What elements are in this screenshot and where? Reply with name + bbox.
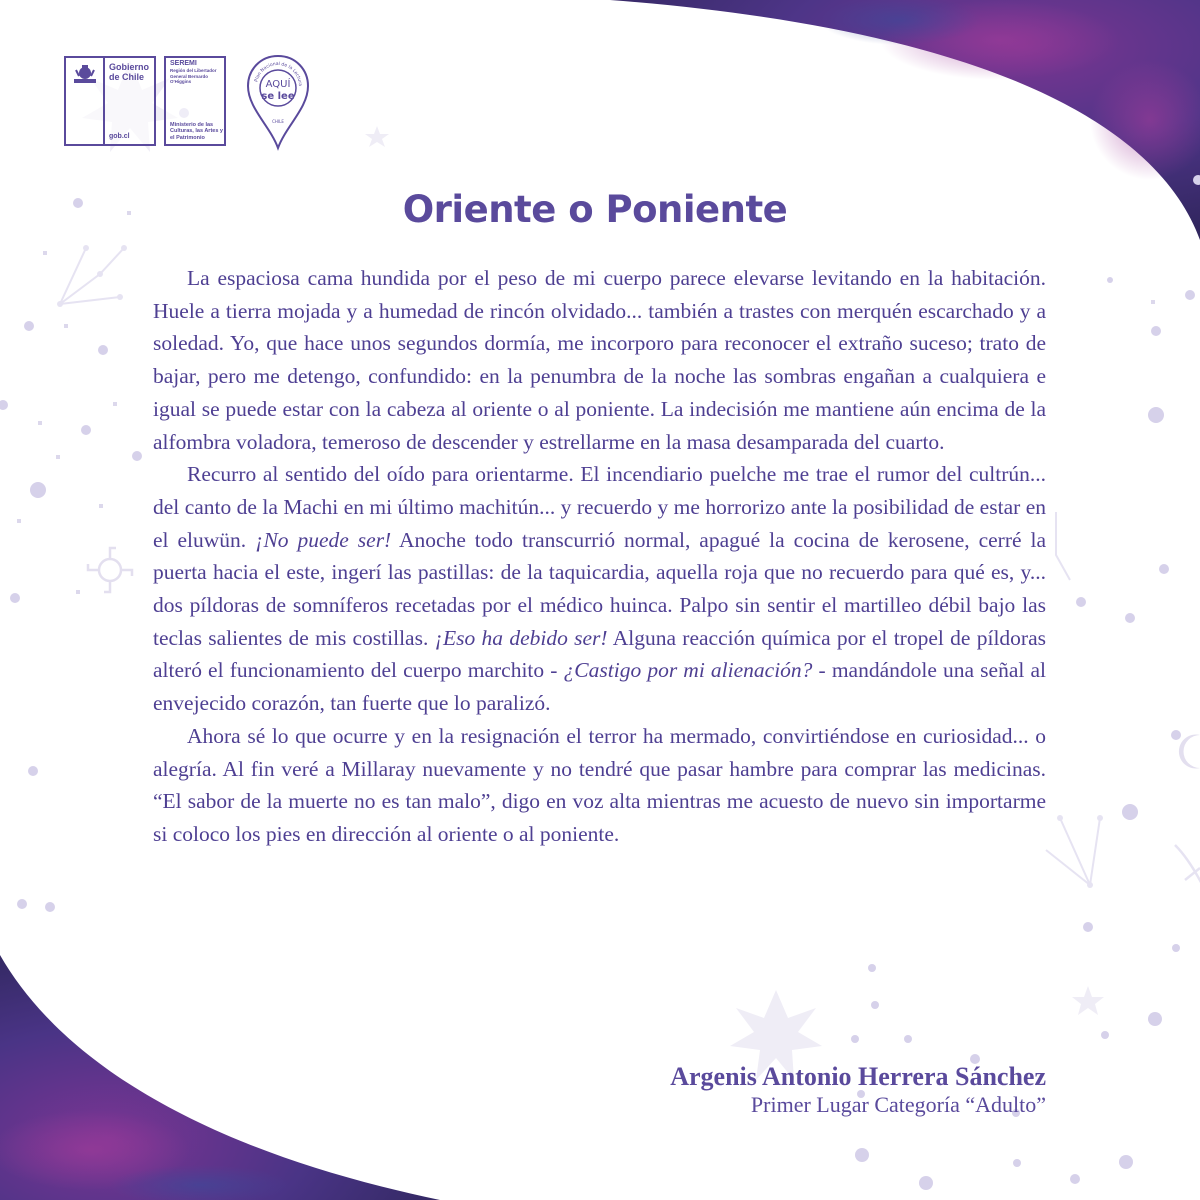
svg-text:Plan Nacional de la Lectura: Plan Nacional de la Lectura	[254, 61, 303, 87]
paragraph-text: La espaciosa cama hundida por el peso de mi cuerpo parece elevarse levitando en la habitación. Huele a tierra mojada y a humedad de rincón olvidado... también a trastes con merquén escarchado y a soledad. Yo, que hace unos segundos dormía, me incorporo para reconocer el extraño suceso; trato de bajar, pero me detengo, confundido: en la penumbra de la noche las sombras engañan a cualquiera e igual se puede estar con la cabeza al oriente o al poniente. La indecisión me mantiene aún encima de la alfombra voladora, temeroso de descender y estrellarme en la masa desamparada del cuarto.	[153, 266, 1046, 454]
seremi-region: Región del Libertador General Bernardo O'Higgins	[170, 68, 217, 84]
paragraph-text: Alguna reacción química por el tropel de píldoras alteró el funcionamiento del cuerpo marchito -	[153, 625, 1046, 683]
paragraph-text: - mandándole una señal al envejecido corazón, tan fuerte que lo paralizó.	[153, 658, 1046, 716]
svg-text:CHILE: CHILE	[272, 119, 284, 124]
paragraph-text: Recurro al sentido del oído para orientarme. El incendiario puelche me trae el rumor del cultrún... del canto de la Machi en mi último machitún... y recuerdo y me horrorizo ante la posibilidad de estar en el eluwün.	[153, 462, 1046, 552]
paragraph-text: Anoche todo transcurrió normal, apagué la cocina de kerosene, cerré la puerta hacia el este, ingerí las pastillas: de la taquicardia, aquella roja que no recuerdo para qué es, y... dos píldoras de somníferos recetadas por el médico huinca. Palpo sin sentir el martilleo débil bajo las teclas salientes de mis costillas.	[153, 527, 1047, 650]
svg-text:se lee: se lee	[261, 91, 295, 102]
moon-icon-left	[44, 360, 70, 391]
logo-seremi	[164, 56, 226, 146]
award-category: Primer Lugar Categoría “Adulto”	[750, 1092, 1046, 1117]
seremi-title: SEREMI	[170, 60, 197, 67]
logo-gobierno-de-chile	[64, 56, 156, 146]
author-block	[670, 1062, 1046, 1118]
gobierno-url: gob.cl	[109, 133, 130, 140]
logo-aqui-se-lee	[246, 52, 310, 152]
paragraph-text: Ahora sé lo que ocurre y en la resignación el terror ha mermado, convirtiéndose en curiosidad... o alegría. Al fin veré a Millaray nuevamente y no tendré que pasar hambre para comprar las medicinas. “El sabor de la muerte no es tan malo”, digo en voz alta mientras me acuesto de nuevo sin importarme si coloco los pies en dirección al oriente o al poniente.	[153, 723, 1046, 846]
page-title: Oriente o Poniente	[402, 188, 788, 231]
italic-question: ¿Castigo por mi alienación?	[563, 658, 813, 683]
galaxy-bottom-left	[0, 955, 440, 1200]
story-paragraph	[153, 262, 1046, 458]
moon-icon-right	[1179, 735, 1200, 769]
cultrun-symbol-icon	[88, 548, 132, 592]
author-name: Argenis Antonio Herrera Sánchez	[670, 1062, 1046, 1091]
italic-exclamation: ¡Eso ha debido ser!	[434, 625, 608, 650]
story-paragraph	[153, 458, 1046, 720]
story-body	[153, 262, 1046, 851]
chile-crest-icon	[70, 64, 100, 88]
gobierno-name: Gobierno de Chile	[109, 62, 149, 82]
italic-exclamation: ¡No puede ser!	[255, 527, 392, 552]
story-paragraph	[153, 720, 1046, 851]
seremi-ministry: Ministerio de las Culturas, las Artes y el Patrimonio	[170, 121, 223, 141]
logo-divider	[103, 58, 105, 144]
svg-text:AQUÍ: AQUÍ	[265, 79, 291, 90]
